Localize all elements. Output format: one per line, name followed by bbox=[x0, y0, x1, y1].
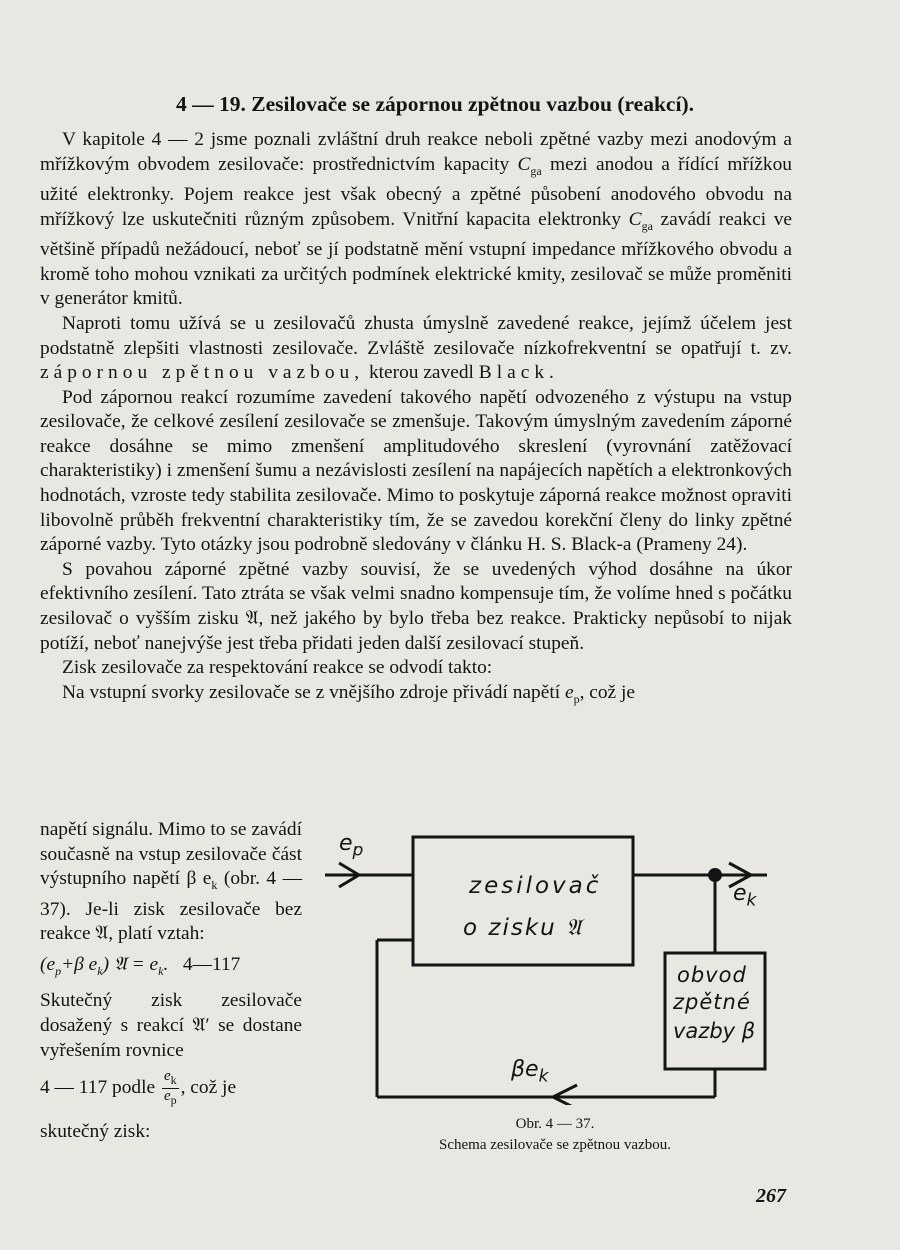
lower-paragraph-4: skutečný zisk: bbox=[40, 1121, 151, 1143]
paragraph-1-text-b: mezi anodou a řídící mřížkou užité elektronky. Pojem reakce jest však obecný a zpětné působení anodového obvodu na mřížkový lze uskutečniti různým způsobem. Vnitřní kapacita elektronky bbox=[40, 153, 792, 230]
lower-text-a: napětí signálu. Mimo to se zavádí současně na vstup zesilovače část výstupního napětí β e bbox=[40, 819, 302, 890]
feedback-amplifier-diagram bbox=[325, 825, 775, 1105]
feedback-arrow bbox=[553, 1085, 577, 1105]
junction-dot bbox=[708, 868, 722, 882]
amplifier-block bbox=[413, 837, 633, 965]
paragraph-2 bbox=[40, 312, 792, 386]
frac-sub: k bbox=[170, 1073, 177, 1088]
input-signal-label bbox=[339, 831, 363, 860]
paragraph-1-text-a: V kapitole 4 — 2 jsme poznali zvláštní druh reakce neboli zpětné vazby mezi anodovým a mřížkovým obvodem zesilovače: prostřednictvím kapacity bbox=[40, 129, 792, 175]
fraction-ek-ep bbox=[162, 1069, 179, 1108]
symbol-c: C bbox=[517, 153, 531, 175]
feedback-label-3: vazby β bbox=[673, 1019, 756, 1043]
equation-number: 4—117 bbox=[182, 953, 241, 975]
lower-paragraph-1 bbox=[40, 818, 302, 947]
symbol-sub: p bbox=[573, 691, 580, 706]
body-text bbox=[40, 128, 792, 711]
paragraph-4: S povahou záporné zpětné vazby souvisí, že se uvedených výhod dosáhne na úkor efektivního zesílení. Tato ztráta se však velmi snadno kompensuje tím, že volíme hned s počátku zesilovač o vyšším zisku 𝔄, než jakého by bylo třeba bez reakce. Prakticky nepůsobí to nijak potíží, neboť nanejvýše jest třeba přidati jeden další zesilovací stupeň. bbox=[40, 558, 792, 654]
feedback-label-2: zpětné bbox=[673, 990, 751, 1014]
amplifier-label-2: o zisku 𝔄 bbox=[463, 915, 584, 941]
frac-sym: e bbox=[163, 1088, 171, 1105]
symbol-sub: ga bbox=[641, 218, 653, 233]
figure-title: Schema zesilovače se zpětnou vazbou. bbox=[439, 1137, 671, 1153]
eq-part: ) 𝔄 = e bbox=[102, 953, 159, 975]
paragraph-1-text-c: zavádí reakci ve většině případů nežádoucí, neboť se jí podstatně mění vstupní impedance mřížkového obvodu a kromě toho mohou vznikati za určitých podmínek elektrické kmity, zesilovač se může proměniti v generátor kmitů. bbox=[40, 208, 792, 310]
fraction-denominator bbox=[162, 1089, 179, 1108]
fraction-numerator bbox=[162, 1069, 179, 1089]
lower-paragraph-2: Skutečný zisk zesilovače dosažený s reakcí 𝔄′ se dostane vyřešením rovnice bbox=[40, 990, 302, 1061]
eq-sub: p bbox=[55, 963, 62, 978]
symbol-sub: k bbox=[211, 878, 218, 893]
eq-part: (e bbox=[40, 953, 56, 975]
paragraph-1 bbox=[40, 128, 792, 312]
lower-text-b: (obr. 4 — 37). Je-li zisk zesilovače bez reakce 𝔄, platí vztah: bbox=[40, 868, 302, 945]
spaced-term: zápornou zpětnou vazbou, bbox=[40, 362, 365, 384]
lower-left-column bbox=[40, 818, 302, 1145]
paragraph-2-text-a: Naproti tomu užívá se u zesilovačů zhusta úmyslně zavedené reakce, jejímž účelem jest podstatně zlepšiti vlastnosti zesilovače. Zvláště zesilovače nízkofrekventní se opatřují t. zv. bbox=[40, 312, 792, 359]
equation-4-117 bbox=[40, 953, 302, 983]
amplifier-label-1: zesilovač bbox=[469, 873, 602, 899]
symbol-sub: ga bbox=[530, 163, 542, 178]
paragraph-2-text-b: kterou zavedl bbox=[368, 362, 474, 384]
lower-paragraph-3 bbox=[40, 1069, 302, 1108]
label-sub: k bbox=[746, 890, 757, 911]
label-sub: p bbox=[352, 840, 364, 861]
eq-part: +β e bbox=[61, 953, 98, 975]
symbol-e: e bbox=[564, 681, 574, 703]
label-main: e bbox=[339, 831, 353, 856]
feedback-signal-label bbox=[511, 1057, 548, 1086]
label-sub: k bbox=[538, 1066, 549, 1087]
paragraph-6-text-a: Na vstupní svorky zesilovače se z vnějšího zdroje přivádí napětí bbox=[62, 681, 561, 703]
eq-sub: k bbox=[97, 963, 103, 978]
symbol-c: C bbox=[628, 208, 642, 230]
feedback-label-1: obvod bbox=[677, 963, 747, 987]
label-main: βe bbox=[511, 1057, 539, 1082]
figure-caption bbox=[395, 1114, 715, 1156]
frac-sub: p bbox=[170, 1093, 177, 1108]
eq-sub: k bbox=[158, 963, 164, 978]
eq-part: . bbox=[163, 953, 169, 975]
page-number: 267 bbox=[756, 1185, 786, 1207]
section-heading: 4 — 19. Zesilovače se zápornou zpětnou vazbou (reakcí). bbox=[176, 92, 694, 116]
output-signal-label bbox=[733, 881, 756, 910]
spaced-name: Black. bbox=[478, 362, 559, 384]
paragraph-5: Zisk zesilovače za respektování reakce se odvodí takto: bbox=[62, 657, 493, 679]
figure-number: Obr. 4 — 37. bbox=[515, 1116, 595, 1132]
paragraph-6-text-b: , což je bbox=[579, 681, 636, 703]
lower-text-d: , což je bbox=[180, 1077, 237, 1099]
frac-sym: e bbox=[163, 1068, 171, 1085]
lower-text-c: 4 — 117 podle bbox=[40, 1077, 156, 1099]
label-main: e bbox=[733, 881, 747, 906]
paragraph-3: Pod zápornou reakcí rozumíme zavedení takového napětí odvozeného z výstupu na vstup zesilovače, že celkové zesílení zesilovače se zmenšuje. Takovým úmyslným zavedením záporné reakce dosáhne se mimo zmenšení amplitudového skreslení (vyrovnání zatěžovací charakteristiky) i zmenšení šumu a nezávislosti zesílení na napájecích napětích a elektronkových hodnotách, vzroste tedy stabilita zesilovače. Mimo to poskytuje záporná reakce možnost opraviti libovolně průběh frekventní charakteristiky tím, že se zavedou korekční členy do linky zpětné záporné vazby. Tyto otázky jsou podrobně sledovány v článku H. S. Black-a (Prameny 24). bbox=[40, 386, 792, 556]
paragraph-6 bbox=[40, 681, 792, 711]
